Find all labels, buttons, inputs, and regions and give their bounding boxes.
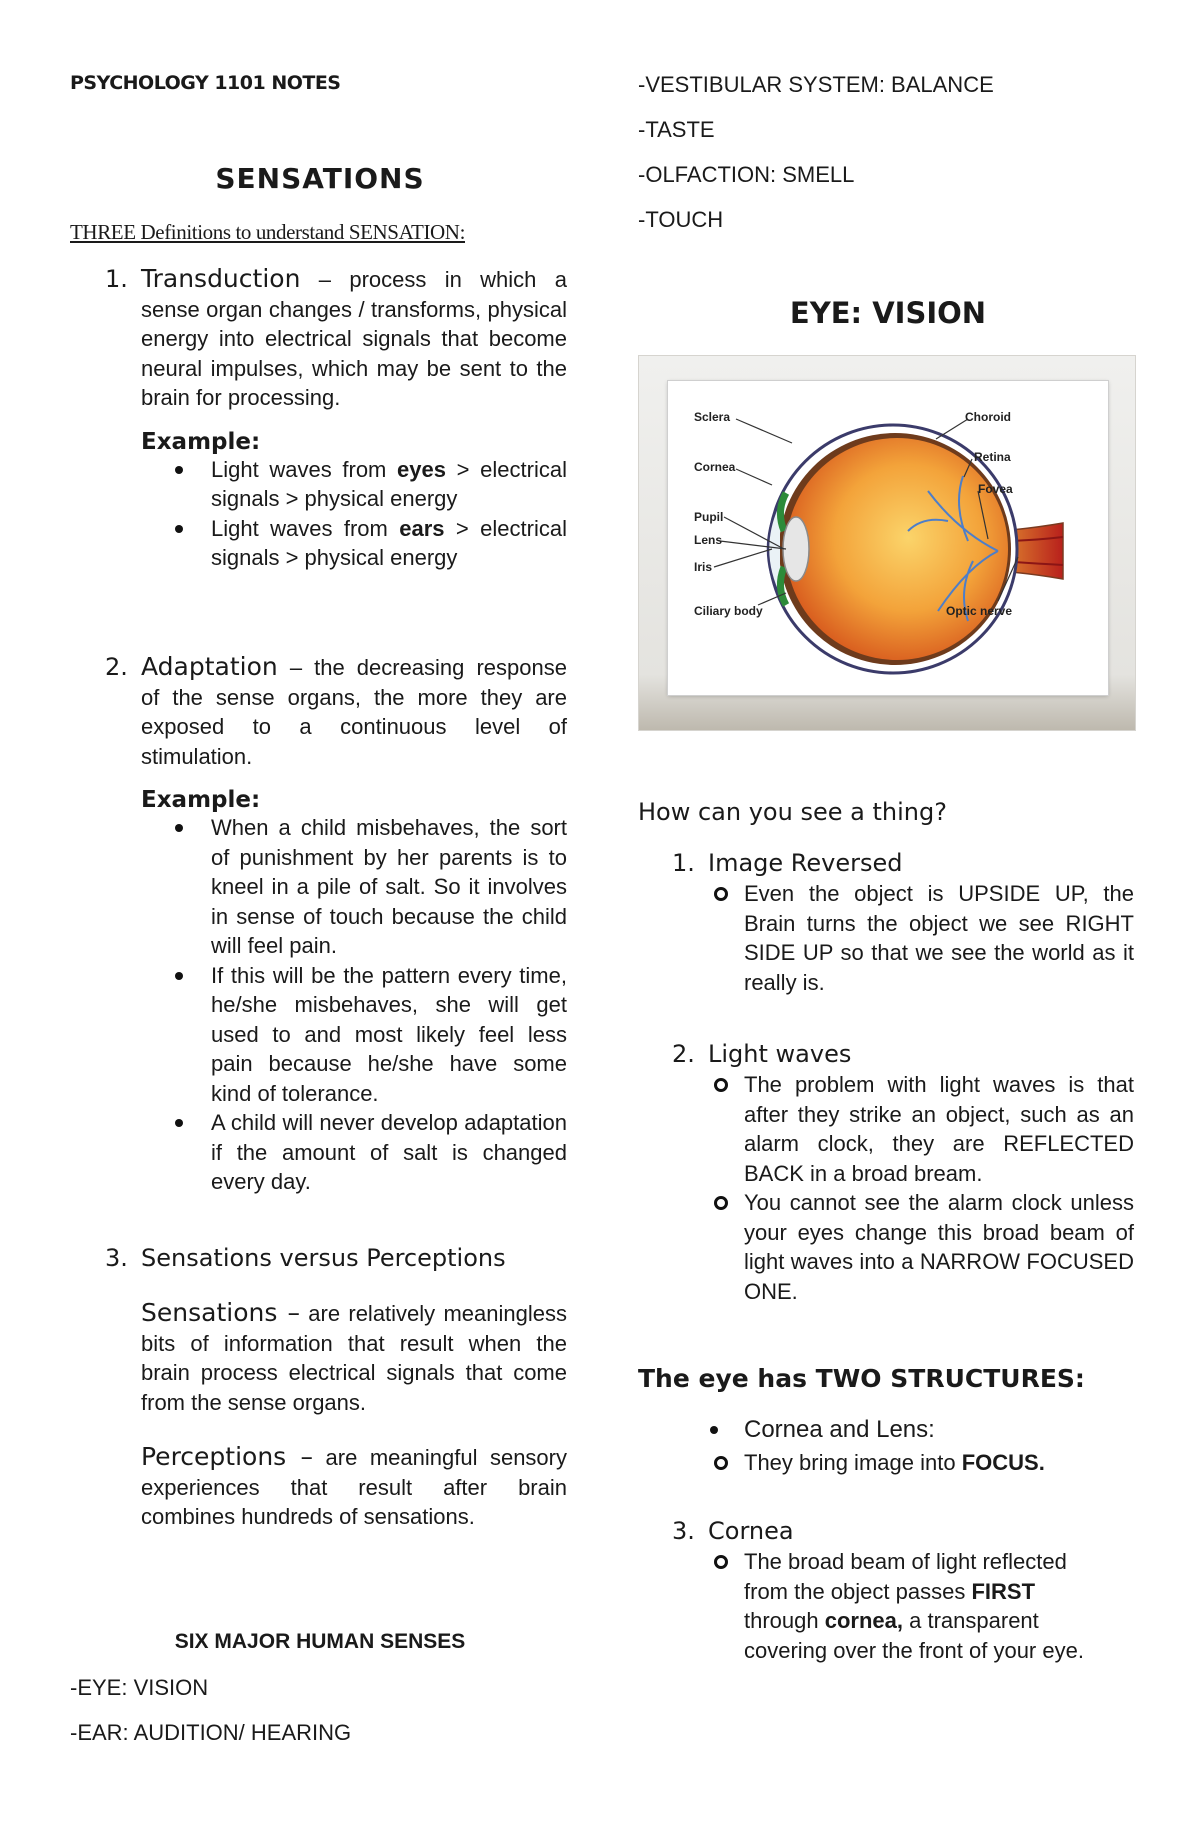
label-optic-nerve: Optic nerve [946, 604, 1013, 618]
intro-line: THREE Definitions to understand SENSATION: [70, 220, 465, 244]
term-adaptation: Adaptation [141, 652, 278, 681]
senses-title: SIX MAJOR HUMAN SENSES [174, 1630, 466, 1653]
term-sens-vs-perc: Sensations versus Perceptions [141, 1244, 506, 1272]
sense-item: -EAR: AUDITION/ HEARING [70, 1720, 352, 1745]
example-label: Example: [141, 787, 261, 813]
term-perceptions: Perceptions – [141, 1442, 314, 1471]
def-text: – process in which a sense organ changes / transforms, physical energy into electrical signals that become neural impulses, which may be sent to the brain for processing. [141, 267, 567, 410]
structures-heading: The eye has TWO STRUCTURES: [638, 1364, 1085, 1393]
question-heading: How can you see a thing? [638, 798, 947, 826]
label-cornea: Cornea [694, 460, 736, 474]
item-cornea [672, 1517, 1134, 1665]
list-item: Light waves from ears > electrical signals > physical energy [141, 514, 567, 573]
term-sensations: Sensations – [141, 1298, 300, 1327]
item-image-reversed [672, 849, 1134, 997]
list-item: The broad beam of light reflected from the object passes FIRST through cornea, a transparent covering over the front of your eye. [744, 1547, 1114, 1665]
label-pupil: Pupil [694, 510, 724, 524]
definition-adaptation [105, 652, 567, 1197]
eye-diagram [638, 355, 1136, 731]
item-title: Cornea [708, 1517, 794, 1545]
label-sclera: Sclera [694, 410, 731, 424]
sense-item: -OLFACTION: SMELL [638, 162, 855, 187]
label-iris: Iris [694, 560, 713, 574]
item-number: 2. [672, 1040, 695, 1068]
list-item: The problem with light waves is that after they strike an object, such as an alarm clock, they are REFLECTED BACK in a broad bream. [744, 1070, 1134, 1188]
label-fovea: Fovea [978, 482, 1013, 496]
item-title: Light waves [708, 1040, 852, 1068]
sense-item: -TOUCH [638, 207, 724, 232]
def-text: are relatively meaningless bits of information that result when the brain process electrical signals that come from the sense organs. [141, 1301, 567, 1415]
section-title-sensations: SENSATIONS [215, 162, 425, 195]
sense-item: -VESTIBULAR SYSTEM: BALANCE [638, 72, 994, 97]
item-number: 1. [672, 849, 695, 877]
item-title: Image Reversed [708, 849, 903, 877]
label-retina: Retina [974, 450, 1011, 464]
def-number: 1. [105, 265, 128, 293]
label-choroid: Choroid [965, 410, 1011, 424]
sense-item: -EYE: VISION [70, 1675, 209, 1700]
list-item: They bring image into FOCUS. [744, 1448, 1134, 1478]
list-item: When a child misbehaves, the sort of punishment by her parents is to kneel in a pile of salt. So it involves in sense of touch because the child will feel pain. [141, 813, 567, 961]
list-item: Light waves from eyes > electrical signals > physical energy [141, 455, 567, 514]
label-ciliary-body: Ciliary body [694, 604, 763, 618]
label-lens: Lens [694, 533, 723, 547]
term-transduction: Transduction [141, 264, 301, 293]
def-number: 2. [105, 653, 128, 681]
sense-item: -TASTE [638, 117, 715, 142]
list-item: You cannot see the alarm clock unless your eyes change this broad beam of light waves into a NARROW FOCUSED ONE. [744, 1188, 1134, 1306]
list-item: A child will never develop adaptation if the amount of salt is changed every day. [141, 1108, 567, 1197]
list-item: If this will be the pattern every time, he/she misbehaves, she will get used to and most likely feel less pain because he/she have some kind of tolerance. [141, 961, 567, 1109]
def-text: – the decreasing response of the sense organs, the more they are exposed to a continuous level of stimulation. [141, 655, 567, 769]
eye-illustration [668, 381, 1108, 695]
section-title-eye: EYE: VISION [789, 296, 987, 330]
definition-sensations-perceptions [105, 1244, 567, 1532]
item-number: 3. [672, 1517, 695, 1545]
definition-transduction [105, 264, 567, 573]
structure-item [672, 1416, 1134, 1478]
example-label: Example: [141, 428, 261, 455]
list-item: Even the object is UPSIDE UP, the Brain turns the object we see RIGHT SIDE UP so that we see the world as it really is. [744, 879, 1134, 997]
page-header: PSYCHOLOGY 1101 NOTES [70, 72, 341, 94]
def-number: 3. [105, 1244, 128, 1272]
list-item: Cornea and Lens: [672, 1416, 1134, 1444]
def-text: are meaningful sensory experiences that result after brain combines hundreds of sensations. [141, 1445, 567, 1529]
item-light-waves [672, 1040, 1134, 1306]
